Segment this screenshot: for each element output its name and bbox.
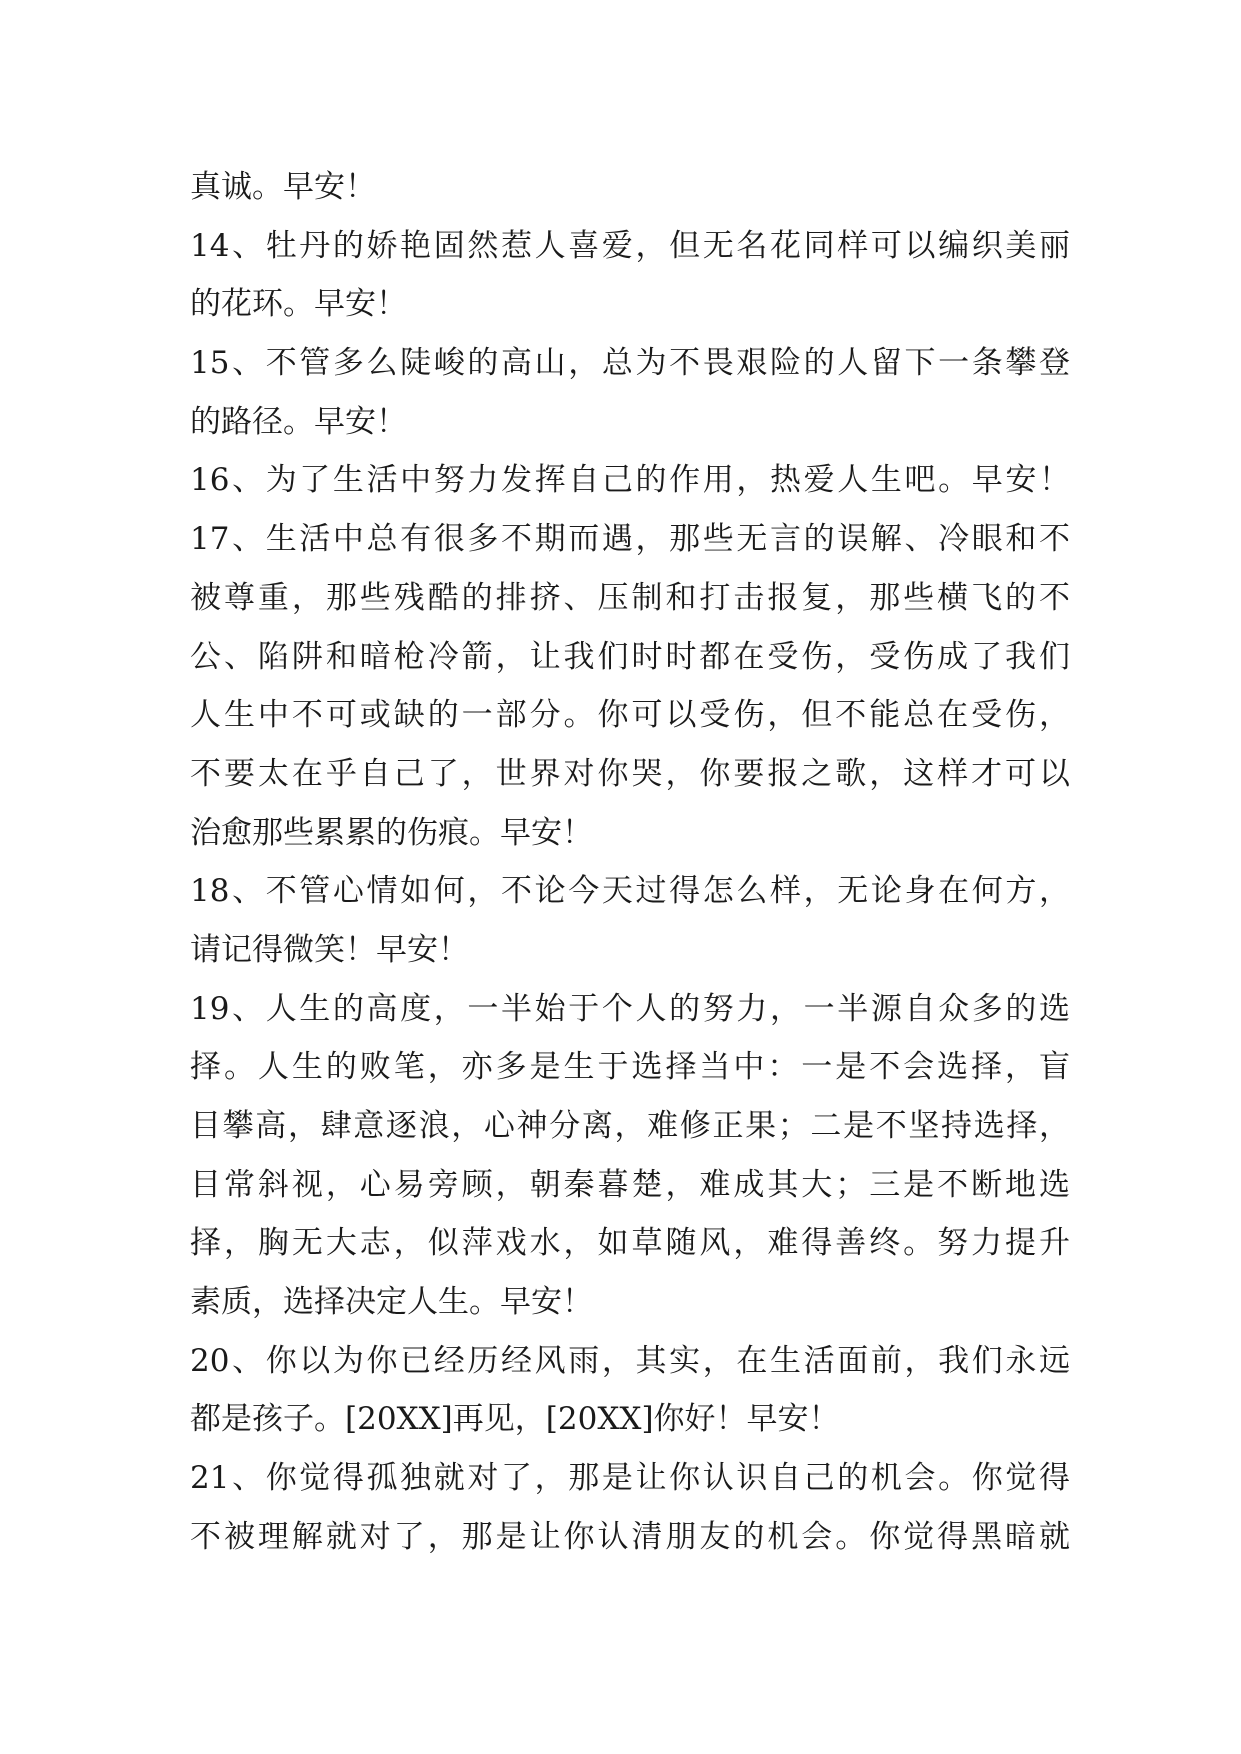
text-line: 素质，选择决定人生。早安！	[190, 1284, 593, 1321]
text-line: 的花环。早安！	[190, 286, 407, 323]
text-line: 14、牡丹的娇艳固然惹人喜爱，但无名花同样可以编织美丽	[190, 227, 1070, 264]
text-line: 不被理解就对了，那是让你认清朋友的机会。你觉得黑暗就	[190, 1518, 1070, 1555]
text-line: 择，胸无大志，似萍戏水，如草随风，难得善终。努力提升	[190, 1225, 1070, 1262]
text-line: 19、人生的高度，一半始于个人的努力，一半源自众多的选	[190, 990, 1070, 1027]
text-line: 治愈那些累累的伤痕。早安！	[190, 814, 593, 851]
text-line: 请记得微笑！早安！	[190, 931, 469, 968]
text-line: 20、你以为你已经历经风雨，其实，在生活面前，我们永远	[190, 1342, 1070, 1379]
text-line: 的路径。早安！	[190, 403, 407, 440]
text-line: 目常斜视，心易旁顾，朝秦暮楚，难成其大；三是不断地选	[190, 1166, 1070, 1203]
text-line: 不要太在乎自己了，世界对你哭，你要报之歌，这样才可以	[190, 755, 1070, 792]
text-line: 被尊重，那些残酷的排挤、压制和打击报复，那些横飞的不	[190, 579, 1070, 616]
text-line: 21、你觉得孤独就对了，那是让你认识自己的机会。你觉得	[190, 1460, 1070, 1497]
text-line: 择。人生的败笔，亦多是生于选择当中：一是不会选择，盲	[190, 1049, 1070, 1086]
text-line: 人生中不可或缺的一部分。你可以受伤，但不能总在受伤，	[190, 697, 1070, 734]
text-line: 15、不管多么陡峻的高山，总为不畏艰险的人留下一条攀登	[190, 345, 1070, 382]
text-line: 18、不管心情如何，不论今天过得怎么样，无论身在何方，	[190, 873, 1070, 910]
document-body	[190, 158, 1070, 1567]
text-line: 目攀高，肆意逐浪，心神分离，难修正果；二是不坚持选择，	[190, 1108, 1070, 1144]
text-line: 真诚。早安！	[190, 169, 376, 205]
text-line: 都是孩子。[20XX]再见，[20XX]你好！早安！	[190, 1401, 840, 1438]
text-line: 16、为了生活中努力发挥自己的作用，热爱人生吧。早安！	[190, 462, 1070, 499]
text-line: 17、生活中总有很多不期而遇，那些无言的误解、冷眼和不	[190, 521, 1070, 558]
text-line: 公、陷阱和暗枪冷箭，让我们时时都在受伤，受伤成了我们	[190, 638, 1070, 675]
